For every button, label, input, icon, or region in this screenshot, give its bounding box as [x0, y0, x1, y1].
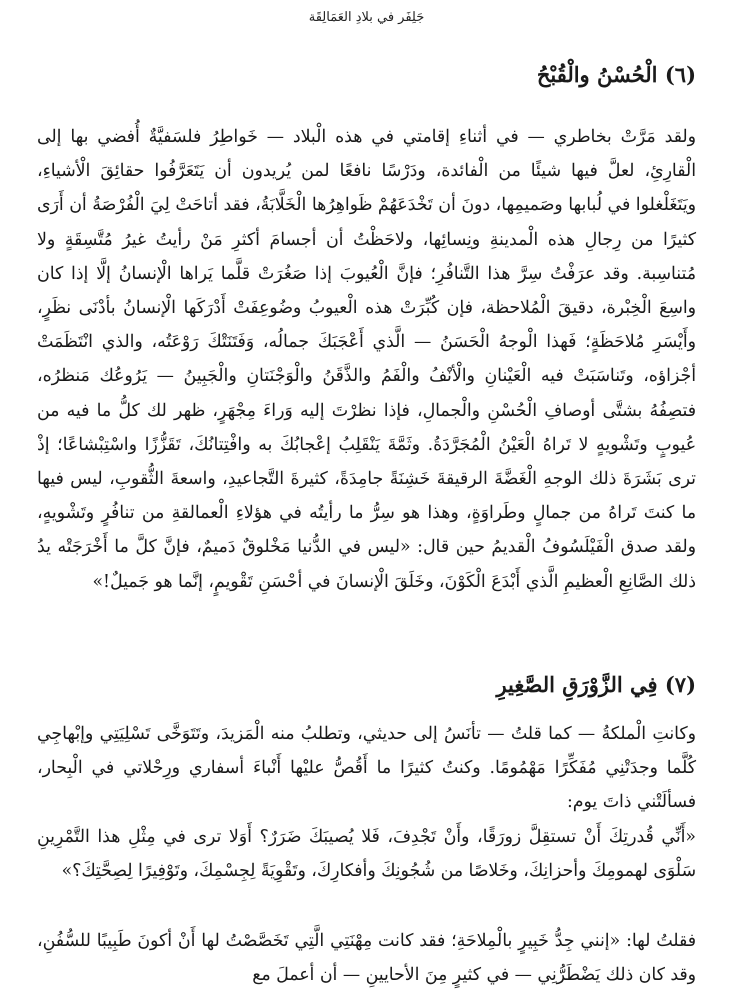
section-title-7: (٧) فِي الزَّوْرَقِ الصَّغِيرِ [496, 672, 696, 697]
section-7-paragraph-1: وكانتِ الْملكةُ — كما قلتُ — تأنَسُ إلى حديثي، وتطلبُ منه الْمَزيدَ، وتَتَوَخَّى تَسْلِيَتِي وإبْهاجِي كُلَّما وجدَتْنِي مُفَكِّرًا مَهْمُومًا. وكنتُ كثيرًا ما أَقُصُّ عليْها أَنْباءَ أسفاري ورِحْلاتي في الْبِحار، فسألَتْني ذاتَ يوم: [37, 724, 696, 813]
section-6-paragraph: ولقد مَرَّتْ بخاطري — في أثناءِ إقامتي في هذه الْبلاد — خَواطِرُ فلسَفيَّةٌ أُفضي بها إلى الْقارِئِ، لعلَّ فيها شيئًا من الْفائدة، ودَرْسًا نافعًا لمن يُريدون أن يَتَعَرَّفُوا حقائِقَ الْأشياءِ، ويَتَغَلْغلوا في لُبابها وصَميمِها، دونَ أن تَخْدَعَهُمْ ظَواهِرُها الْخَلَّابَةُ، فقد أتاحَتْ لِيَ الْفُرْصَةُ أن أَرَى كثيرًا من رِجالِ هذه الْمدينةِ ونِسائِها، ولاحَظْتُ أن أجسامَ أكثرِ مَنْ رأيتُ غيرُ مُتَّسِقَةٍ ولا مُتناسِبة. وقد عرَفْتُ سِرَّ هذا التَّنافُرِ؛ فإنَّ الْعُيوبَ إذا صَغُرَتْ قلَّما يَراها الْإنسانُ إلَّا إذا كان واسِعَ الْخِبْرة، دقيقَ الْمُلاحظة، فإن كُبِّرَتْ هذه الْعيوبُ وضُوعِفَتْ أَدْرَكَها الْإنسانُ بأدْنَى نظَرٍ، وأَيْسَرِ مُلاحَظَةٍ؛ فَهذا الْوجهُ الْحَسَنُ — الَّذي أَعْجَبَكَ جمالُه، وَفَتَنَتْكَ رَوْعَتُه، والذي انْتَظَمَتْ أجْزاؤه، وتَناسَبَتْ فيه الْعَيْنانِ والْأنْفُ والْفَمُ والذَّقَنُ والْوَجْنَتانِ والْجَبِينُ — يَرُوعُك مَنظرُه، فتصِفُهُ بشتَّى أوصافِ الْحُسْنِ والْجمالِ، فإذا نظرْتَ إليه وَراءَ مِجْهَرٍ، ظهر لك كلُّ ما فيه من عُيوبٍ وتَشْويهٍ لا تَراهُ الْعَيْنُ الْمُجَرَّدَةُ. وثَمَّةَ يَنْقَلِبُ إعْجابُكَ به وافْتِتانُكَ، تَقَزُّزًا واسْتِبْشاعًا؛ إذْ ترى بَشَرَةَ ذلك الوجهِ الْغَضَّةَ الرقيقةَ خَشِنَةً جامِدَةً، كثيرةَ التَّجاعيدِ، واسعةَ الثُّقوبِ، ليس فيها ما كنتَ تَراهُ من جمالٍ وطَراوَةٍ، وهذا هو سِرُّ ما رأيتُه في هؤلاءِ الْعمالقةِ من تنافُرٍ وتَشْويهٍ، ولقد صدق الْفَيْلَسُوفُ الْقديمُ حين قال: «ليس في الدُّنيا مَخْلوقٌ دَميمٌ، فإنَّ كلَّ ما أَخْرَجَتْه يدُ ذلك الصَّانِعِ الْعظيمِ الَّذي أَبْدَعَ الْكَوْنَ، وخَلَقَ الْإنسانَ في أحْسَنِ تَقْويمٍ، إنَّما هو جَميلٌ!» [37, 127, 696, 592]
section-7-paragraph-3: فقلتُ لها: «إنني جِدُّ خَبِيرٍ بالْمِلاحَةِ؛ فقد كانت مِهْنَتِي الَّتِي تَخَصَّصْتُ لها أَنْ أكونَ طَبِيبًا للسُّفُنِ، وقد كان ذلك يَضْطَرُّنِي — في كثيرٍ مِنَ الأحايينِ — أن أعملَ مع [37, 931, 696, 986]
section-title-6: (٦) الْحُسْنُ والْقُبْحُ [536, 62, 696, 87]
running-head: جَلِفَر في بلادِ العَمَالِقَة [308, 10, 425, 25]
section-7-paragraph-2: «أَنِّي قُدرتِكَ أَنْ تستقِلَّ زورَقًا، وأَنْ تَجْدِفَ، فَلا يُصيبَكَ ضَرَرٌ؟ أَوَلا ترى في مِثْلِ هذا التَّمْرِينِ سَلْوَى لهمومِكَ وأحزانِكَ، وخَلاصًا من شُجُونِكَ وأفكارِكَ، وتَقْوِيَةً لِجِسْمِكَ، وتَوْفِيرًا لِصِحَّتِكَ؟» [37, 827, 696, 882]
